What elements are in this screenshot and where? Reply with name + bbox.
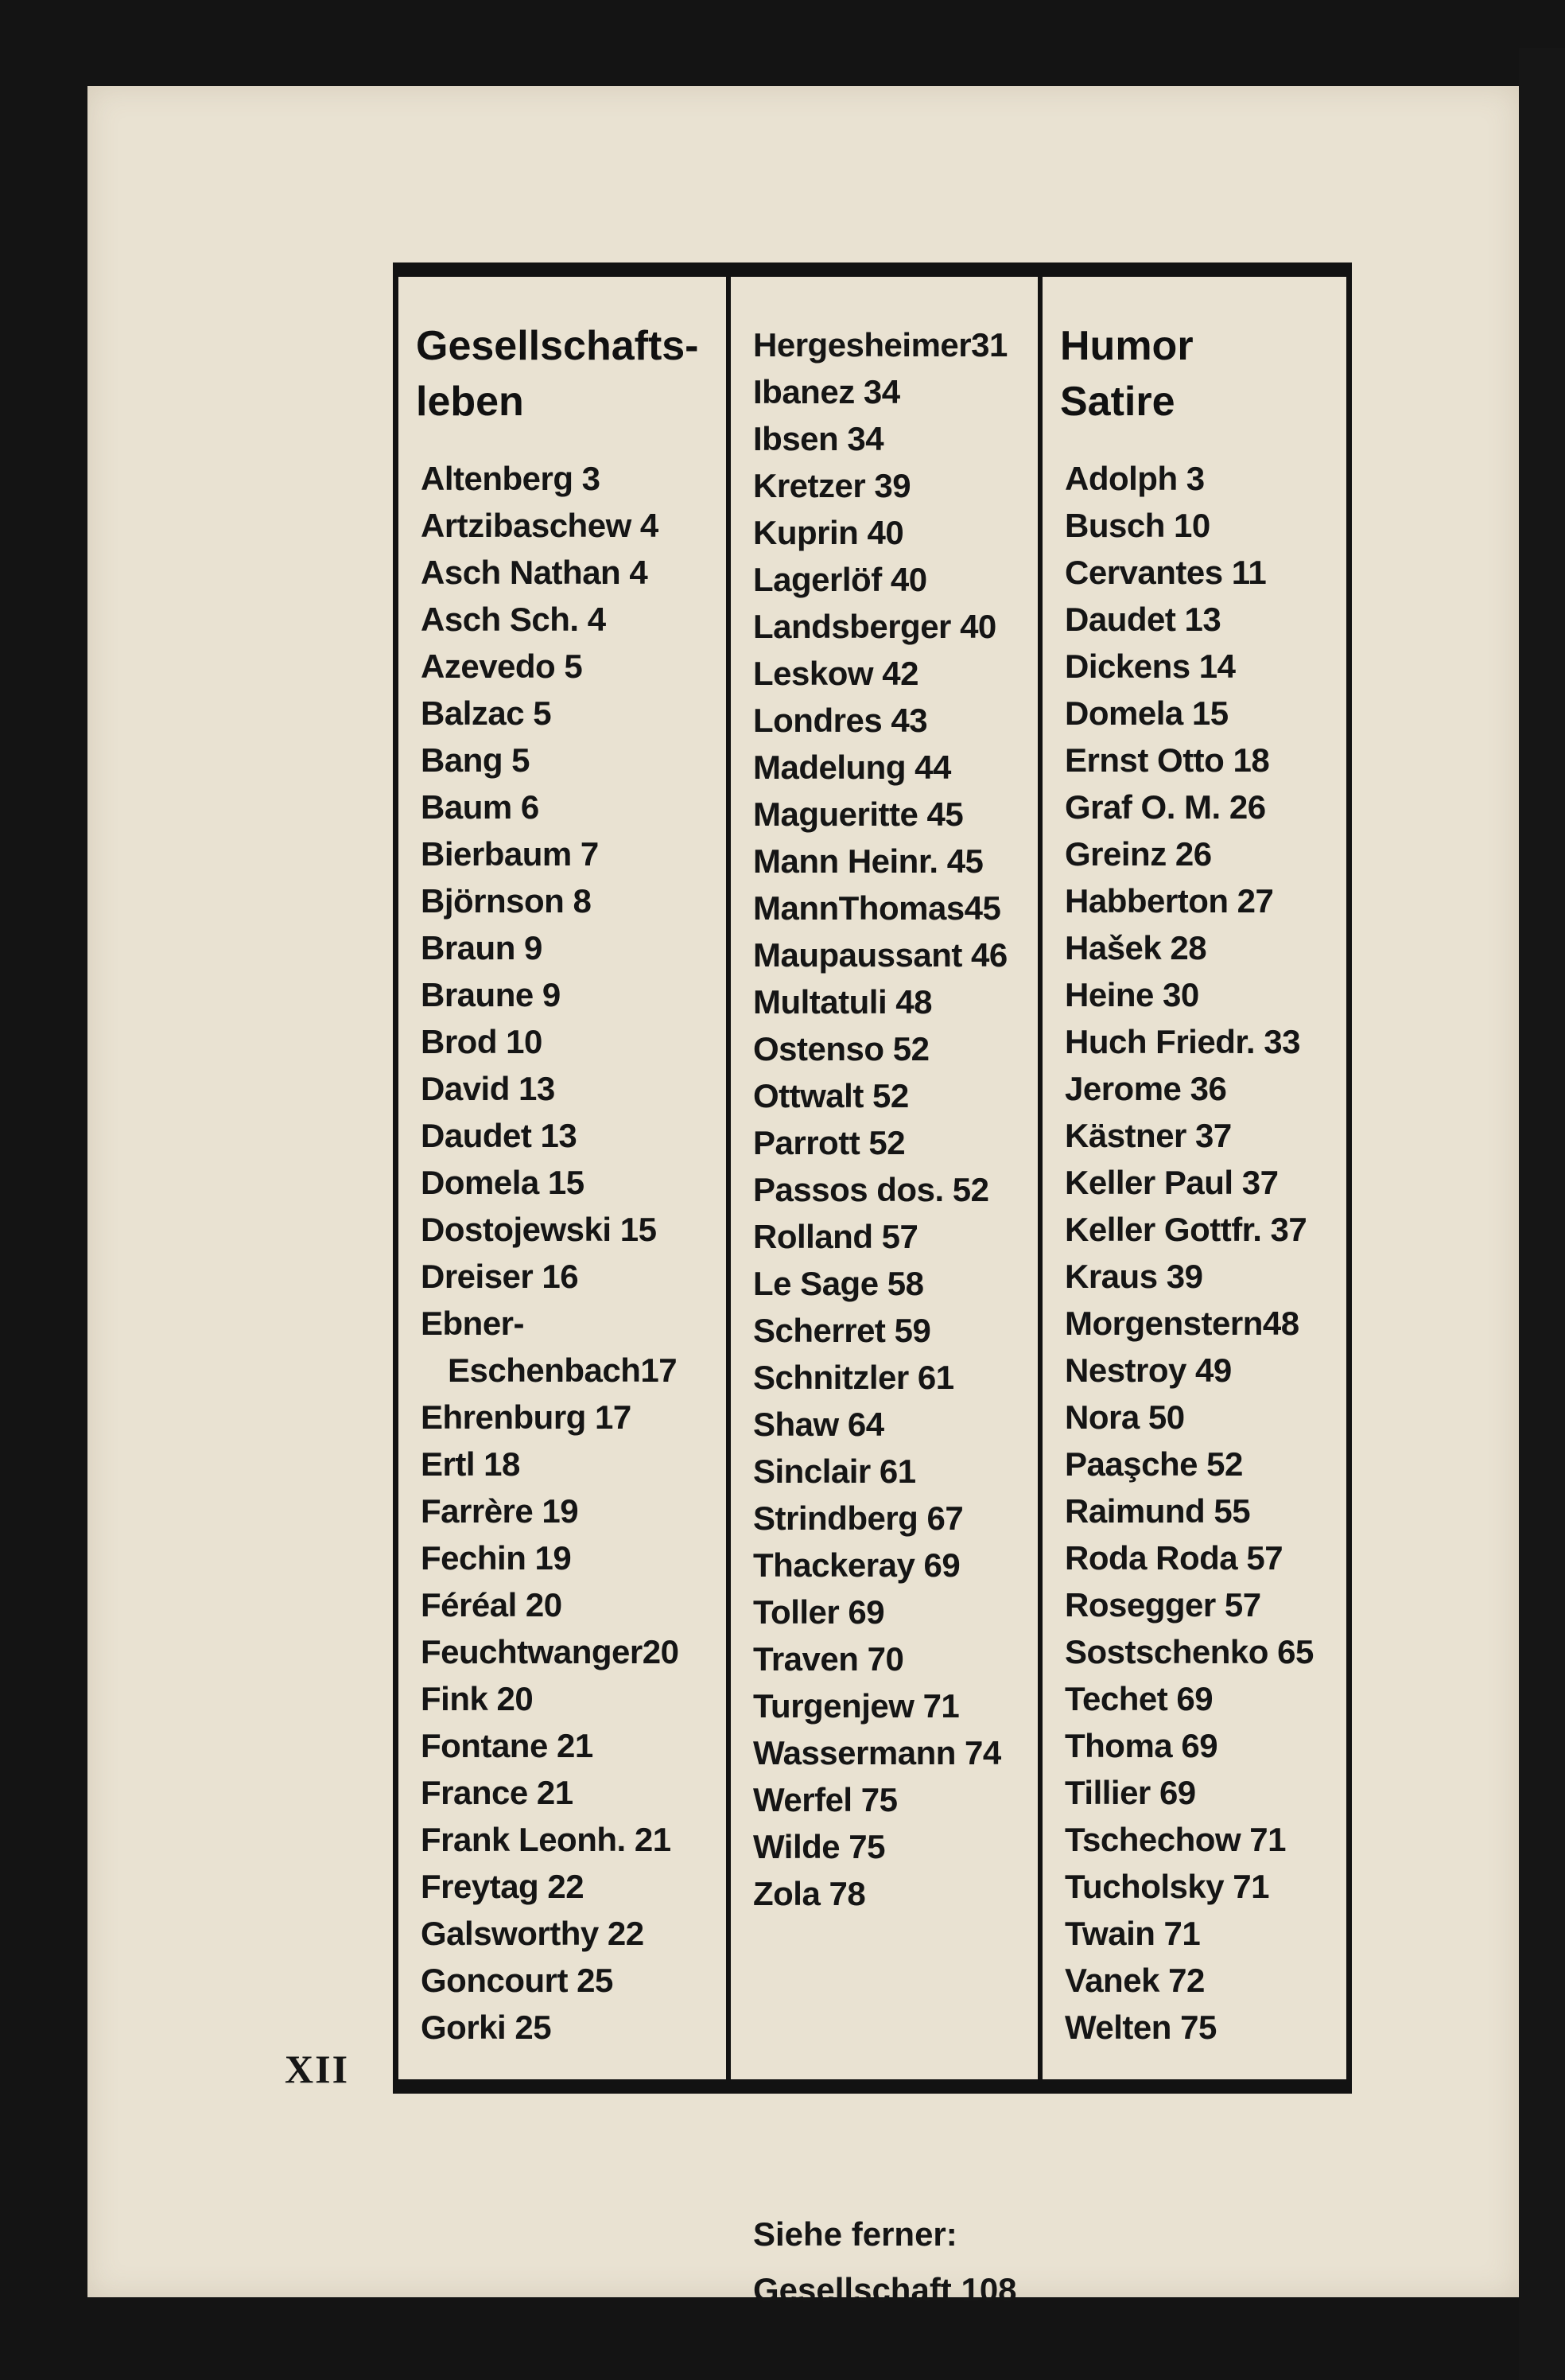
index-entry: Nestroy 49 [1065, 1351, 1232, 1389]
index-entry: Kraus 39 [1065, 1258, 1203, 1295]
index-entry: Ertl 18 [421, 1445, 520, 1483]
column-continued [731, 277, 1043, 2308]
index-entry: Goncourt 25 [421, 1962, 613, 1999]
index-entry: Tschechow 71 [1065, 1821, 1286, 1858]
index-entry: Féréal 20 [421, 1586, 562, 1624]
heading-line: Satire [1060, 379, 1175, 425]
index-entry: Nora 50 [1065, 1398, 1185, 1436]
column-heading [1060, 318, 1194, 430]
index-entry: Ottwalt 52 [753, 1077, 909, 1114]
index-entry: Jerome 36 [1065, 1070, 1227, 1107]
see-also-note [753, 2207, 1017, 2318]
index-entry: Fink 20 [421, 1680, 534, 1717]
column-gesellschaftsleben [398, 277, 731, 2079]
index-entry: Vanek 72 [1065, 1962, 1205, 1999]
index-entry: Twain 71 [1065, 1915, 1201, 1952]
index-entry: Schnitzler 61 [753, 1359, 954, 1396]
index-entry: Fontane 21 [421, 1727, 593, 1764]
column-heading [416, 318, 699, 430]
index-entry: Galsworthy 22 [421, 1915, 644, 1952]
index-entry: Feuchtwanger20 [421, 1633, 679, 1670]
index-entry: Leskow 42 [753, 655, 918, 692]
index-entry: Dostojewski 15 [421, 1211, 657, 1248]
index-entry: Parrott 52 [753, 1124, 906, 1161]
index-entry: Gorki 25 [421, 2009, 552, 2046]
index-entry: Cervantes 11 [1065, 554, 1267, 591]
index-entry: Huch Friedr. 33 [1065, 1023, 1300, 1060]
index-entry: Azevedo 5 [421, 648, 583, 685]
index-entry: Adolph 3 [1065, 460, 1205, 497]
index-entry: Roda Roda 57 [1065, 1539, 1283, 1577]
index-entry: Le Sage 58 [753, 1265, 924, 1302]
index-entry: Daudet 13 [1065, 601, 1221, 638]
index-entry: Kästner 37 [1065, 1117, 1232, 1154]
index-entry: Hergesheimer31 [753, 326, 1008, 364]
index-entry: Farrère 19 [421, 1492, 579, 1530]
index-entry: Rolland 57 [753, 1218, 918, 1255]
index-entry: France 21 [421, 1774, 573, 1811]
index-entry: Multatuli 48 [753, 983, 933, 1021]
index-entry: Braun 9 [421, 929, 542, 966]
index-entry: Landsberger 40 [753, 608, 996, 645]
heading-line: leben [416, 379, 524, 425]
index-entry: Frank Leonh. 21 [421, 1821, 671, 1858]
index-entry: Balzac 5 [421, 694, 552, 732]
index-entry: Domela 15 [421, 1164, 584, 1201]
index-entry: Bierbaum 7 [421, 835, 599, 873]
index-entry: Paaşche 52 [1065, 1445, 1243, 1483]
index-entry: Rosegger 57 [1065, 1586, 1261, 1624]
index-entry: Braune 9 [421, 976, 561, 1013]
index-entry: Busch 10 [1065, 507, 1210, 544]
index-entry: Fechin 19 [421, 1539, 572, 1577]
index-entry: Toller 69 [753, 1593, 885, 1631]
index-entry: Ibanez 34 [753, 373, 900, 410]
index-entry: Ernst Otto 18 [1065, 741, 1270, 779]
index-entry: Keller Gottfr. 37 [1065, 1211, 1307, 1248]
heading-line: Gesellschafts- [416, 323, 699, 369]
page-number: XII [285, 2047, 350, 2091]
index-entry: Björnson 8 [421, 882, 592, 920]
index-entry: Greinz 26 [1065, 835, 1212, 873]
index-entry: Turgenjew 71 [753, 1687, 960, 1725]
entry-list [1065, 455, 1352, 2051]
index-table [393, 262, 1352, 2308]
index-entry: Dickens 14 [1065, 648, 1236, 685]
index-entry: Habberton 27 [1065, 882, 1274, 920]
index-entry: Hašek 28 [1065, 929, 1207, 966]
index-entry: Asch Sch. 4 [421, 601, 606, 638]
entry-list [421, 455, 726, 2051]
index-entry: Magueritte 45 [753, 795, 964, 833]
index-entry: Tillier 69 [1065, 1774, 1196, 1811]
index-entry: Bang 5 [421, 741, 530, 779]
index-entry: Techet 69 [1065, 1680, 1214, 1717]
index-entry: Eschenbach17 [448, 1351, 678, 1389]
index-entry: Kretzer 39 [753, 467, 911, 504]
index-entry: Madelung 44 [753, 749, 951, 786]
heading-line: Humor [1060, 323, 1194, 369]
index-entry: Graf O. M. 26 [1065, 788, 1266, 826]
index-entry: Shaw 64 [753, 1406, 884, 1443]
entry-list [753, 321, 1038, 1917]
index-entry: Brod 10 [421, 1023, 542, 1060]
facing-page-edge [1519, 48, 1565, 2380]
index-entry: Passos dos. 52 [753, 1171, 989, 1208]
index-entry: Maupaussant 46 [753, 936, 1008, 974]
index-entry: Ostenso 52 [753, 1030, 930, 1068]
index-entry: Welten 75 [1065, 2009, 1217, 2046]
index-entry: Traven 70 [753, 1640, 904, 1678]
see-also-label: Siehe ferner: [753, 2215, 957, 2253]
index-entry: Londres 43 [753, 702, 928, 739]
index-entry: Keller Paul 37 [1065, 1164, 1279, 1201]
index-entry: Freytag 22 [421, 1868, 584, 1905]
index-entry: Thoma 69 [1065, 1727, 1218, 1764]
index-entry: Strindberg 67 [753, 1499, 964, 1537]
index-entry: Altenberg 3 [421, 460, 600, 497]
index-entry: Sinclair 61 [753, 1452, 916, 1490]
index-entry: Heine 30 [1065, 976, 1199, 1013]
column-humor-satire [1043, 277, 1352, 2079]
index-entry: Wilde 75 [753, 1828, 886, 1865]
index-entry: Scherret 59 [753, 1312, 931, 1349]
index-entry: Morgenstern48 [1065, 1305, 1299, 1342]
index-entry: MannThomas45 [753, 889, 1001, 927]
index-entry: Baum 6 [421, 788, 539, 826]
see-also-reference: Gesellschaft 108 [753, 2271, 1017, 2308]
index-entry: Thackeray 69 [753, 1546, 961, 1584]
index-entry: Kuprin 40 [753, 514, 904, 551]
index-entry: Werfel 75 [753, 1781, 898, 1818]
index-entry: Dreiser 16 [421, 1258, 579, 1295]
index-entry: Mann Heinr. 45 [753, 842, 984, 880]
index-entry: Artzibaschew 4 [421, 507, 658, 544]
index-entry: Raimund 55 [1065, 1492, 1251, 1530]
index-entry: David 13 [421, 1070, 555, 1107]
index-entry: Asch Nathan 4 [421, 554, 648, 591]
index-entry: Sostschenko 65 [1065, 1633, 1314, 1670]
index-entry: Tucholsky 71 [1065, 1868, 1269, 1905]
index-entry: Ibsen 34 [753, 420, 884, 457]
index-entry: Ehrenburg 17 [421, 1398, 631, 1436]
index-entry: Lagerlöf 40 [753, 561, 927, 598]
index-entry: Zola 78 [753, 1875, 866, 1912]
index-entry: Ebner- [421, 1305, 525, 1342]
index-entry: Domela 15 [1065, 694, 1229, 732]
index-entry: Daudet 13 [421, 1117, 577, 1154]
index-entry: Wassermann 74 [753, 1734, 1001, 1771]
